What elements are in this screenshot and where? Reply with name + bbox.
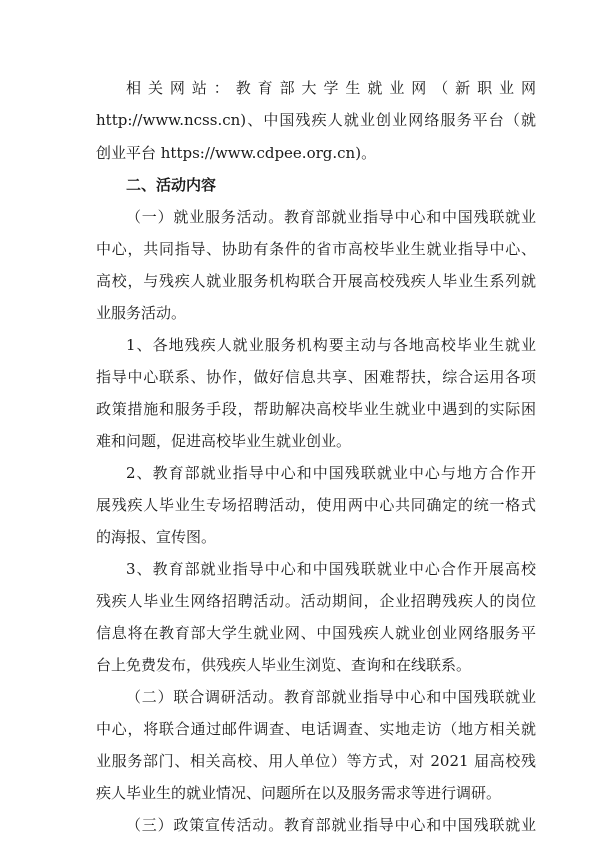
text-line: （一）就业服务活动。教育部就业指导中心和中国残联就业 — [126, 208, 536, 226]
text-line: 指导中心联系、协作，做好信息共享、困难帮扶，综合运用各项 — [96, 368, 536, 386]
text-line: 1、各地残疾人就业服务机构要主动与各地高校毕业生就业 — [126, 336, 536, 354]
section-heading: 二、活动内容 — [126, 176, 217, 194]
text-line: 2、教育部就业指导中心和中国残联就业中心与地方合作开 — [126, 464, 536, 482]
text-line: （三）政策宣传活动。教育部就业指导中心和中国残联就业 — [126, 816, 536, 834]
text-line: 台上免费发布，供残疾人毕业生浏览、查询和在线联系。 — [96, 656, 472, 674]
text-line: 高校，与残疾人就业服务机构联合开展高校残疾人毕业生系列就 — [96, 272, 536, 290]
text-line: 的海报、宣传图。 — [96, 528, 217, 546]
text-line: 残疾人毕业生网络招聘活动。活动期间，企业招聘残疾人的岗位 — [96, 592, 536, 610]
text-line: 3、教育部就业指导中心和中国残联就业中心合作开展高校 — [126, 560, 536, 578]
text-line: 创业平台 https://www.cdpee.org.cn)。 — [96, 144, 377, 162]
text-line: 信息将在教育部大学生就业网、中国残疾人就业创业网络服务平 — [96, 624, 536, 642]
text-line: 疾人毕业生的就业情况、问题所在以及服务需求等进行调研。 — [96, 784, 502, 802]
text-line: 业服务部门、相关高校、用人单位）等方式，对 2021 届高校残 — [96, 752, 536, 770]
text-line: http://www.ncss.cn)、中国残疾人就业创业网络服务平台（就 — [96, 111, 536, 129]
text-line: 难和问题，促进高校毕业生就业创业。 — [96, 432, 352, 450]
text-line: 中心，将联合通过邮件调查、电话调查、实地走访（地方相关就 — [96, 720, 536, 738]
text-line: 政策措施和服务手段，帮助解决高校毕业生就业中遇到的实际困 — [96, 400, 536, 418]
text-line: 中心，共同指导、协助有条件的省市高校毕业生就业指导中心、 — [96, 240, 536, 258]
text-line: （二）联合调研活动。教育部就业指导中心和中国残联就业 — [126, 688, 536, 706]
text-line: 展残疾人毕业生专场招聘活动，使用两中心共同确定的统一格式 — [96, 496, 536, 514]
text-line: 相关网站：教育部大学生就业网（新职业网 — [126, 79, 536, 97]
text-line: 业服务活动。 — [96, 304, 187, 322]
